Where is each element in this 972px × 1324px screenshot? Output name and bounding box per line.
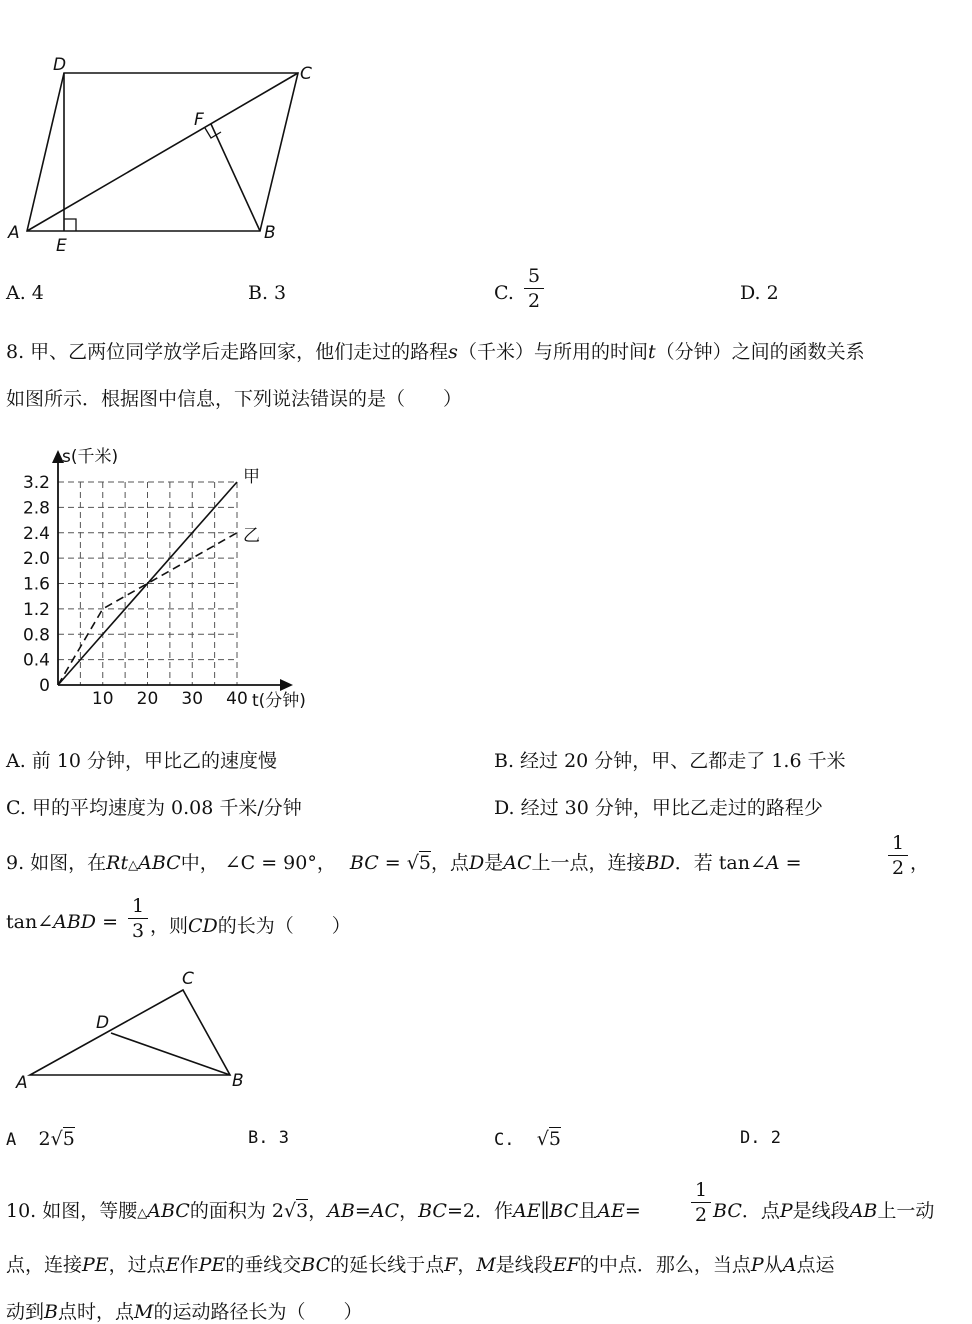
label-a: A xyxy=(8,223,20,243)
x-tick-label: 30 xyxy=(181,689,204,709)
q7-option-c[interactable]: C. xyxy=(494,282,514,304)
q8-option-b[interactable]: B. 经过 20 分钟，甲、乙都走了 1.6 千米 xyxy=(494,750,846,772)
diagonal-ac xyxy=(27,73,298,231)
label-a: A xyxy=(16,1073,28,1093)
x-tick-label: 20 xyxy=(136,689,159,709)
series-label-yi: 乙 xyxy=(243,525,260,546)
q8-option-a[interactable]: A. 前 10 分钟，甲比乙的速度慢 xyxy=(6,750,278,772)
y-tick-label: 0.4 xyxy=(22,650,50,671)
q9-option-a[interactable]: A 2√5 xyxy=(6,1128,75,1150)
series-label-jia: 甲 xyxy=(243,467,260,487)
y-tick-label: 2.4 xyxy=(22,523,50,544)
origin-label: 0 xyxy=(39,676,50,696)
q9-stem-line1: 9. 如图，在Rt△ABC中， ∠C = 90°， BC = √5，点D是AC上一点，连接BD．若 tan∠A = xyxy=(6,852,802,874)
y-axis-label: s(千米) xyxy=(62,447,119,467)
x-tick-label: 40 xyxy=(226,689,248,709)
x-tick-label: 10 xyxy=(91,689,114,709)
q10-stem-line1a: 10. 如图，等腰△ABC的面积为 2√3，AB=AC，BC=2．作AE∥BC且AE= xyxy=(6,1200,641,1222)
q8-stem-line1: 8. 甲、乙两位同学放学后走路回家，他们走过的路程s（千米）与所用的时间t（分钟）之间的函数关系 xyxy=(6,341,865,363)
label-c: C xyxy=(182,969,194,989)
q9-option-c[interactable]: C. √5 xyxy=(494,1128,561,1150)
q7-option-a[interactable]: A. 4 xyxy=(6,282,44,304)
label-d: D xyxy=(53,55,67,75)
q9-option-d[interactable]: D. 2 xyxy=(740,1128,781,1148)
y-tick-label: 0.8 xyxy=(22,625,50,646)
label-c: C xyxy=(300,64,312,84)
perpendicular-bf xyxy=(211,124,260,231)
q8-option-c[interactable]: C. 甲的平均速度为 0.08 千米/分钟 xyxy=(6,797,302,819)
q10-stem-line1b: BC．点P是线段AB上一动 xyxy=(713,1200,935,1222)
parallelogram-figure xyxy=(0,45,340,260)
x-axis-arrow xyxy=(280,679,293,691)
distance-time-chart xyxy=(0,440,340,715)
label-b: B xyxy=(232,1071,244,1091)
q7-option-c-fraction: 5 2 xyxy=(524,265,544,312)
y-tick-label: 1.2 xyxy=(22,599,50,620)
triangle-abc-figure xyxy=(0,960,260,1100)
x-axis-label: t(分钟) xyxy=(252,691,306,711)
q10-stem-line3: 动到B点时，点M的运动路径长为（ ） xyxy=(6,1301,363,1323)
label-d: D xyxy=(96,1013,110,1033)
y-tick-label: 3.2 xyxy=(22,473,50,493)
y-tick-label: 2.8 xyxy=(22,498,50,519)
q9-stem-line2a: tan∠ABD = xyxy=(6,911,119,933)
y-tick-label: 1.6 xyxy=(22,574,50,595)
label-b: B xyxy=(264,223,276,243)
q7-option-b[interactable]: B. 3 xyxy=(248,282,287,304)
label-f: F xyxy=(194,110,204,130)
q9-option-b[interactable]: B. 3 xyxy=(248,1128,289,1148)
segment-bd xyxy=(111,1033,230,1075)
q9-tan-abd-fraction: 1 3 xyxy=(128,895,148,942)
y-tick-label: 2.0 xyxy=(22,549,50,570)
q7-option-d[interactable]: D. 2 xyxy=(740,282,779,304)
q9-stem-line2b: ，则CD的长为（ ） xyxy=(150,915,351,937)
q8-option-d[interactable]: D. 经过 30 分钟，甲比乙走过的路程少 xyxy=(494,797,823,819)
q8-stem-line2: 如图所示．根据图中信息，下列说法错误的是（ ） xyxy=(6,388,463,410)
q10-half-fraction: 1 2 xyxy=(691,1179,711,1226)
q9-tan-a-fraction: 1 2 xyxy=(888,832,908,879)
q10-stem-line2: 点，连接PE，过点E作PE的垂线交BC的延长线于点F，M是线段EF的中点．那么，当点P从A点运 xyxy=(6,1254,835,1276)
triangle-abc xyxy=(30,990,230,1075)
label-e: E xyxy=(56,236,67,256)
right-angle-mark-e xyxy=(64,219,76,231)
q9-comma: ， xyxy=(910,852,930,874)
